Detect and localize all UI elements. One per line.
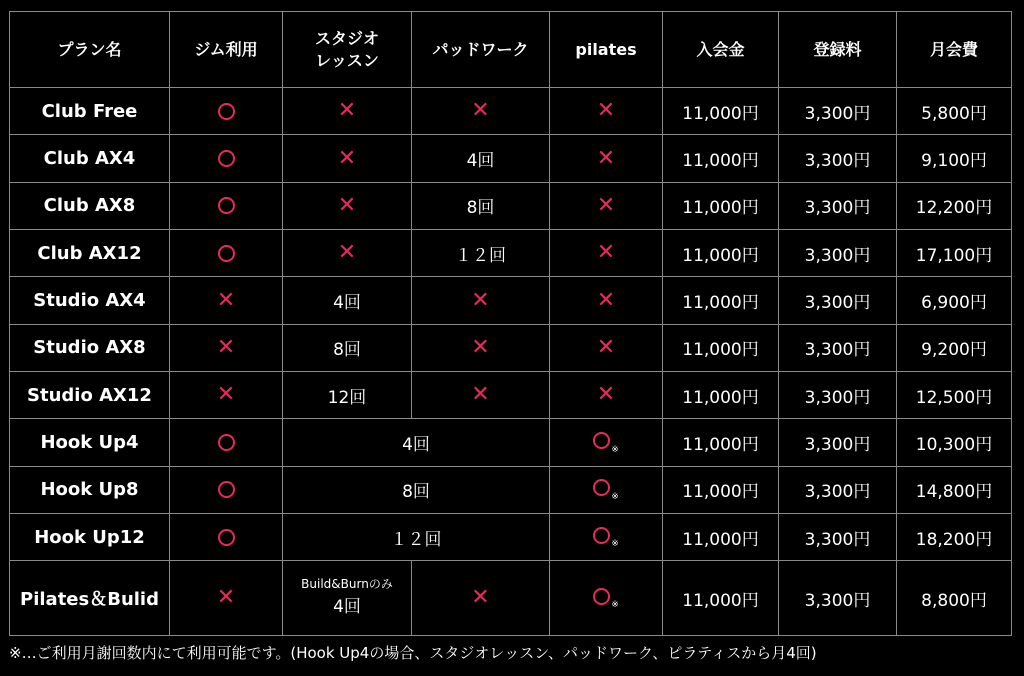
footnote-mark: ※ <box>611 600 619 611</box>
studio-pad-combined-cell: １２回 <box>283 514 550 561</box>
cross-mark-icon: ✕ <box>216 334 236 360</box>
plan-name-cell: Club Free <box>10 88 170 135</box>
table-row <box>10 561 1012 636</box>
gym-cell <box>170 277 283 324</box>
table-row <box>10 324 1012 371</box>
plan-name-cell: Hook Up4 <box>10 419 170 466</box>
admission-fee-cell: 11,000円 <box>663 419 779 466</box>
header-monthly-fee: 月会費 <box>897 12 1012 88</box>
studio-cell <box>283 135 412 182</box>
pad-work-cell <box>412 88 550 135</box>
gym-cell <box>170 561 283 636</box>
studio-cell <box>283 561 412 636</box>
cross-mark-icon: ✕ <box>596 334 616 360</box>
admission-fee-cell: 11,000円 <box>663 88 779 135</box>
gym-cell <box>170 182 283 229</box>
header-admission-fee: 入会金 <box>663 12 779 88</box>
gym-cell <box>170 514 283 561</box>
pad-work-cell: 8回 <box>412 182 550 229</box>
footnote-mark: ※ <box>611 491 619 502</box>
plan-name-cell: Hook Up12 <box>10 514 170 561</box>
table-row <box>10 372 1012 419</box>
header-pad-work: パッドワーク <box>412 12 550 88</box>
studio-pad-combined-cell: 8回 <box>283 466 550 513</box>
gym-cell <box>170 135 283 182</box>
pilates-cell <box>550 182 663 229</box>
studio-note: Build&Burnのみ <box>301 577 393 592</box>
monthly-fee-cell: 12,200円 <box>897 182 1012 229</box>
table-row <box>10 466 1012 513</box>
header-studio-line2: レッスン <box>315 50 379 70</box>
registration-fee-cell: 3,300円 <box>779 182 897 229</box>
studio-pad-combined-cell: 4回 <box>283 419 550 466</box>
cross-mark-icon: ✕ <box>471 98 490 124</box>
table-row <box>10 182 1012 229</box>
registration-fee-cell: 3,300円 <box>779 466 897 513</box>
registration-fee-cell: 3,300円 <box>779 324 897 371</box>
registration-fee-cell: 3,300円 <box>779 419 897 466</box>
gym-cell <box>170 466 283 513</box>
registration-fee-cell: 3,300円 <box>779 561 897 636</box>
cross-mark-icon: ✕ <box>216 287 236 313</box>
header-gym: ジム利用 <box>170 12 283 88</box>
pad-work-cell <box>412 372 550 419</box>
gym-cell <box>170 324 283 371</box>
table-row <box>10 88 1012 135</box>
plan-name-cell: Studio AX12 <box>10 372 170 419</box>
admission-fee-cell: 11,000円 <box>663 135 779 182</box>
circle-mark-icon <box>218 150 235 167</box>
studio-cell <box>283 230 412 277</box>
studio-cell: 12回 <box>283 372 412 419</box>
plan-name-cell: Club AX8 <box>10 182 170 229</box>
admission-fee-cell: 11,000円 <box>663 277 779 324</box>
cross-mark-icon: ✕ <box>471 382 490 408</box>
pilates-cell <box>550 277 663 324</box>
table-row <box>10 230 1012 277</box>
cross-mark-icon: ✕ <box>337 145 357 171</box>
cross-mark-icon: ✕ <box>337 192 357 218</box>
monthly-fee-cell: 14,800円 <box>897 466 1012 513</box>
monthly-fee-cell: 18,200円 <box>897 514 1012 561</box>
table-row <box>10 514 1012 561</box>
cross-mark-icon: ✕ <box>596 145 616 171</box>
monthly-fee-cell: 10,300円 <box>897 419 1012 466</box>
registration-fee-cell: 3,300円 <box>779 372 897 419</box>
circle-mark-icon <box>218 197 235 214</box>
header-studio-line1: スタジオ <box>314 28 379 48</box>
registration-fee-cell: 3,300円 <box>779 88 897 135</box>
cross-mark-icon: ✕ <box>337 98 357 124</box>
monthly-fee-cell: 9,200円 <box>897 324 1012 371</box>
table-row <box>10 419 1012 466</box>
pad-work-cell <box>412 561 550 636</box>
cross-mark-icon: ✕ <box>337 240 357 266</box>
footnote: ※…ご利用月謝回数内にて利用可能です。(Hook Up4の場合、スタジオレッスン、パッドワーク、ピラティスから月4回) <box>9 644 817 662</box>
cross-mark-icon: ✕ <box>216 585 236 611</box>
header-studio-lesson <box>283 12 412 88</box>
pilates-cell <box>550 230 663 277</box>
gym-cell <box>170 372 283 419</box>
studio-cell <box>283 182 412 229</box>
table-header-row <box>10 12 1012 88</box>
cross-mark-icon: ✕ <box>596 240 616 266</box>
circle-mark-icon <box>218 245 235 262</box>
footnote-mark: ※ <box>611 444 619 455</box>
plan-name-cell: Pilates＆Bulid <box>10 561 170 636</box>
monthly-fee-cell: 9,100円 <box>897 135 1012 182</box>
header-registration-fee: 登録料 <box>779 12 897 88</box>
circle-mark-icon <box>218 481 235 498</box>
table-body <box>10 88 1012 636</box>
pilates-cell <box>550 561 663 636</box>
plan-price-table <box>9 11 1012 636</box>
studio-cell <box>283 88 412 135</box>
circle-mark-icon <box>593 479 610 496</box>
plan-name-cell: Studio AX4 <box>10 277 170 324</box>
circle-mark-icon <box>218 434 235 451</box>
pilates-cell <box>550 135 663 182</box>
admission-fee-cell: 11,000円 <box>663 466 779 513</box>
admission-fee-cell: 11,000円 <box>663 324 779 371</box>
circle-mark-icon <box>593 432 610 449</box>
monthly-fee-cell: 6,900円 <box>897 277 1012 324</box>
footnote-mark: ※ <box>611 539 619 550</box>
admission-fee-cell: 11,000円 <box>663 561 779 636</box>
monthly-fee-cell: 17,100円 <box>897 230 1012 277</box>
pilates-cell <box>550 419 663 466</box>
cross-mark-icon: ✕ <box>216 382 236 408</box>
cross-mark-icon: ✕ <box>596 287 616 313</box>
monthly-fee-cell: 8,800円 <box>897 561 1012 636</box>
studio-cell: 4回 <box>283 277 412 324</box>
monthly-fee-cell: 12,500円 <box>897 372 1012 419</box>
registration-fee-cell: 3,300円 <box>779 135 897 182</box>
monthly-fee-cell: 5,800円 <box>897 88 1012 135</box>
circle-mark-icon <box>593 527 610 544</box>
cross-mark-icon: ✕ <box>471 334 490 360</box>
plan-name-cell: Club AX12 <box>10 230 170 277</box>
gym-cell <box>170 230 283 277</box>
registration-fee-cell: 3,300円 <box>779 230 897 277</box>
admission-fee-cell: 11,000円 <box>663 372 779 419</box>
header-plan-name: プラン名 <box>10 12 170 88</box>
pilates-cell <box>550 466 663 513</box>
admission-fee-cell: 11,000円 <box>663 182 779 229</box>
cross-mark-icon: ✕ <box>471 585 490 611</box>
plan-name-cell: Hook Up8 <box>10 466 170 513</box>
pad-work-cell: １２回 <box>412 230 550 277</box>
gym-cell <box>170 88 283 135</box>
pad-work-cell <box>412 277 550 324</box>
table-row <box>10 277 1012 324</box>
pilates-cell <box>550 324 663 371</box>
pilates-cell <box>550 372 663 419</box>
circle-mark-icon <box>218 529 235 546</box>
cross-mark-icon: ✕ <box>596 382 616 408</box>
pad-work-cell <box>412 324 550 371</box>
cross-mark-icon: ✕ <box>596 98 616 124</box>
gym-cell <box>170 419 283 466</box>
pilates-cell <box>550 88 663 135</box>
plan-name-cell: Studio AX8 <box>10 324 170 371</box>
circle-mark-icon <box>593 588 610 605</box>
circle-mark-icon <box>218 103 235 120</box>
registration-fee-cell: 3,300円 <box>779 514 897 561</box>
admission-fee-cell: 11,000円 <box>663 230 779 277</box>
pad-work-cell: 4回 <box>412 135 550 182</box>
registration-fee-cell: 3,300円 <box>779 277 897 324</box>
header-pilates: pilates <box>550 12 663 88</box>
studio-cell: 8回 <box>283 324 412 371</box>
cross-mark-icon: ✕ <box>471 287 490 313</box>
table-row <box>10 135 1012 182</box>
cross-mark-icon: ✕ <box>596 192 616 218</box>
pilates-cell <box>550 514 663 561</box>
admission-fee-cell: 11,000円 <box>663 514 779 561</box>
plan-name-cell: Club AX4 <box>10 135 170 182</box>
studio-count: 4回 <box>333 597 361 618</box>
